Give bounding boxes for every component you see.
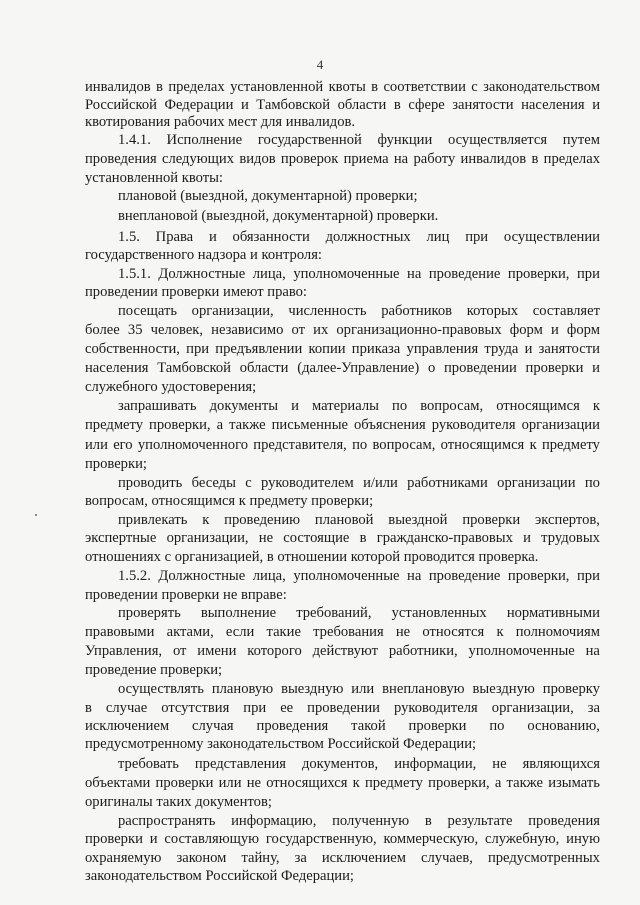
text-line: экспертные организации, не состоящие в гражданско-правовых и трудовых (85, 530, 600, 546)
text-line: инвалидов в пределах установленной квоты в соответствии с законодательством (85, 79, 600, 95)
text-line: проверки; (85, 456, 147, 472)
text-line: населения Тамбовской области (далее-Управление) о проведении проверки и (85, 360, 600, 376)
paragraph-first-line: 1.4.1. Исполнение государственной функции осуществляется путем (118, 132, 600, 148)
text-line: охраняемую законом тайну, за исключением случаев, предусмотренных (85, 850, 600, 866)
text-line: Российской Федерации и Тамбовской области в сфере занятости населения и (85, 97, 600, 113)
paragraph-first-line: 1.5.1. Должностные лица, уполномоченные на проведение проверки, при (118, 266, 600, 282)
text-line: исключением случая проведения такой проверки по основанию, (85, 718, 600, 734)
text-line: собственности, при предъявлении копии приказа управления труда и занятости (85, 341, 600, 357)
paragraph-first-line: плановой (выездной, документарной) проверки; (118, 188, 418, 204)
text-line: служебного удостоверения; (85, 379, 257, 395)
text-line: или его уполномоченного представителя, по вопросам, относящимся к предмету (85, 437, 600, 453)
paragraph-first-line: проверять выполнение требований, установленных нормативными (118, 605, 600, 621)
text-line: вопросам, относящимся к предмету проверки; (85, 493, 374, 509)
text-line: оригиналы таких документов; (85, 794, 272, 810)
paragraph-first-line: запрашивать документы и материалы по вопросам, относящимся к (118, 398, 600, 414)
text-line: отношениях с организацией, в отношении которой проводится проверка. (85, 549, 539, 565)
text-line: правовыми актами, если такие требования не относятся к полномочиям (85, 624, 600, 640)
text-line: установленной квоты: (85, 170, 223, 186)
margin-mark (35, 514, 37, 516)
paragraph-first-line: посещать организации, численность работников которых составляет (118, 303, 600, 319)
text-line: государственного надзора и контроля: (85, 247, 322, 263)
paragraph-first-line: осуществлять плановую выездную или внеплановую выездную проверку (118, 681, 600, 697)
text-line: объектами проверки или не относящихся к предмету проверки, а также изымать (85, 775, 600, 791)
paragraph-first-line: привлекать к проведению плановой выездной проверки экспертов, (118, 512, 600, 528)
paragraph-first-line: распространять информацию, полученную в результате проведения (118, 813, 600, 829)
text-line: законодательством Российской Федерации; (85, 868, 354, 884)
paragraph-first-line: проводить беседы с руководителем и/или работниками организации по (118, 475, 600, 491)
text-line: проведении проверки не вправе: (85, 587, 287, 603)
text-line: предмету проверки, а также письменные объяснения руководителя организации (85, 417, 600, 433)
paragraph-first-line: внеплановой (выездной, документарной) проверки. (118, 208, 439, 224)
page-number: 4 (316, 57, 324, 72)
paragraph-first-line: 1.5. Права и обязанности должностных лиц при осуществлении (118, 229, 600, 245)
paragraph-first-line: требовать представления документов, информации, не являющихся (118, 756, 600, 772)
text-line: Управления, от имени которого действуют работники, уполномоченные на (85, 643, 600, 659)
text-line: предусмотренному законодательством Российской Федерации; (85, 736, 477, 752)
text-line: проверки и составляющую государственную, коммерческую, служебную, иную (85, 831, 600, 847)
text-line: более 35 человек, независимо от их организационно-правовых форм и форм (85, 322, 600, 338)
text-line: квотирования рабочих мест для инвалидов. (85, 114, 356, 130)
text-line: в случае отсутствия при ее проведении руководителя организации, за (85, 700, 600, 716)
text-line: проведения следующих видов проверок приема на работу инвалидов в пределах (85, 151, 600, 167)
paragraph-first-line: 1.5.2. Должностные лица, уполномоченные на проведение проверки, при (118, 568, 600, 584)
text-line: проведение проверки; (85, 662, 223, 678)
text-line: проведении проверки имеют право: (85, 284, 307, 300)
